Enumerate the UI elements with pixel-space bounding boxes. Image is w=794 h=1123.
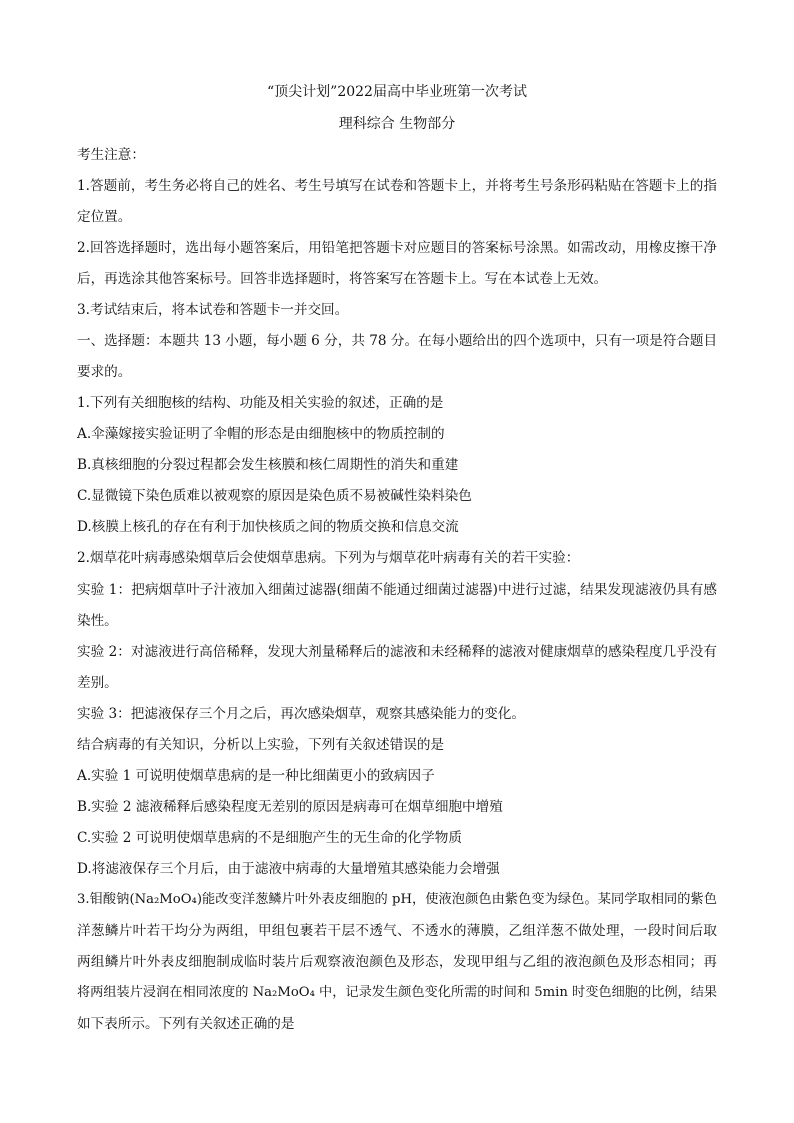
option-b: B.真核细胞的分裂过程都会发生核膜和核仁周期性的消失和重建: [77, 457, 459, 473]
option-b: B.实验 2 滤液稀释后感染程度无差别的原因是病毒可在烟草细胞中增殖: [77, 799, 503, 815]
question-3-line-3: 两组鳞片叶外表皮细胞制成临时装片后观察液泡颜色及形态，发现甲组与乙组的液泡颜色及形态相同；再: [77, 954, 717, 970]
option-c: C.显微镜下染色质难以被观察的原因是染色质不易被碱性染料染色: [77, 488, 472, 504]
section-instructions-line-2: 要求的。: [77, 364, 132, 380]
exam-title: “顶尖计划”2022届高中毕业班第一次考试: [267, 84, 527, 100]
experiment-3: 实验 3：把滤液保存三个月之后，再次感染烟草，观察其感染能力的变化。: [77, 706, 525, 722]
section-instructions-line-1: 一、选择题：本题共 13 小题，每小题 6 分，共 78 分。在每小题给出的四个选项中，只有一项是符合题目: [77, 333, 718, 349]
notice-item-2-line-1: 2.回答选择题时，选出每小题答案后，用铅笔把答题卡对应题目的答案标号涂黑。如需改动，用橡皮擦干净: [77, 240, 717, 256]
experiment-1-line-1: 实验 1：把病烟草叶子汁液加入细菌过滤器(细菌不能通过细菌过滤器)中进行过滤，结果发现滤液仍具有感: [77, 582, 717, 598]
question-stem: 1.下列有关细胞核的结构、功能及相关实验的叙述，正确的是: [77, 395, 444, 411]
option-c: C.实验 2 可说明使烟草患病的不是细胞产生的无生命的化学物质: [77, 830, 462, 846]
experiment-1-line-2: 染性。: [77, 613, 118, 629]
option-d: D.核膜上核孔的存在有利于加快核质之间的物质交换和信息交流: [77, 519, 459, 535]
notice-heading: 考生注意：: [77, 147, 145, 163]
option-a: A.实验 1 可说明使烟草患病的是一种比细菌更小的致病因子: [77, 768, 435, 784]
experiment-2-line-2: 差别。: [77, 675, 118, 691]
option-a: A.伞藻嫁接实验证明了伞帽的形态是由细胞核中的物质控制的: [77, 426, 445, 442]
question-3-line-1: 3.钼酸钠(Na₂MoO₄)能改变洋葱鳞片叶外表皮细胞的 pH，使液泡颜色由紫色变为绿色。某同学取相同的紫色: [77, 892, 717, 907]
notice-item-3: 3.考试结束后，将本试卷和答题卡一并交回。: [77, 302, 349, 318]
experiment-2-line-1: 实验 2：对滤液进行高倍稀释，发现大剂量稀释后的滤液和未经稀释的滤液对健康烟草的感染程度几乎没有: [77, 644, 717, 660]
subject-title: 理科综合 生物部分: [338, 116, 456, 132]
notice-item-1-line-1: 1.答题前，考生务必将自己的姓名、考生号填写在试卷和答题卡上，并将考生号条形码粘贴在答题卡上的指: [77, 178, 717, 194]
question-3-line-5: 如下表所示。下列有关叙述正确的是: [77, 1016, 295, 1032]
question-stem: 2.烟草花叶病毒感染烟草后会使烟草患病。下列为与烟草花叶病毒有关的若干实验：: [77, 550, 580, 566]
question-3-line-4: 将两组装片浸润在相同浓度的 Na₂MoO₄ 中，记录发生颜色变化所需的时间和 5min 时变色细胞的比例，结果: [77, 985, 718, 1000]
option-d: D.将滤液保存三个月后，由于滤液中病毒的大量增殖其感染能力会增强: [77, 861, 500, 877]
question-3-line-2: 洋葱鳞片叶若干均分为两组，甲组包裹若干层不透气、不透水的薄膜，乙组洋葱不做处理，一段时间后取: [77, 923, 717, 939]
question-prompt: 结合病毒的有关知识，分析以上实验，下列有关叙述错误的是: [77, 737, 445, 753]
notice-item-2-line-2: 后，再选涂其他答案标号。回答非选择题时，将答案写在答题卡上。写在本试卷上无效。: [77, 271, 608, 287]
notice-item-1-line-2: 定位置。: [77, 209, 132, 225]
